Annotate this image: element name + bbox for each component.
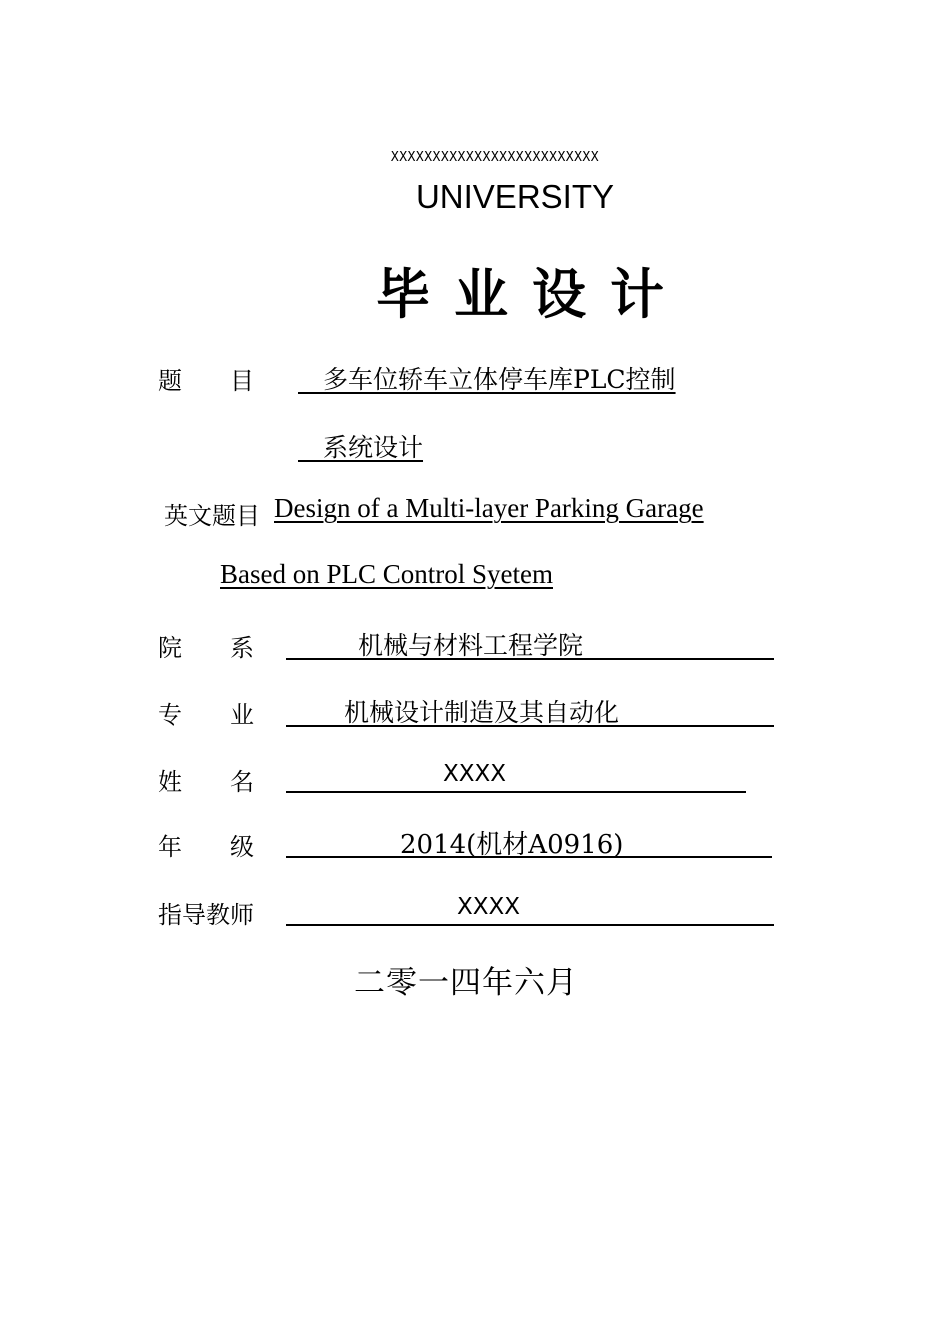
advisor-value: XXXX xyxy=(457,894,521,920)
grade-value: 2014(机材A0916) xyxy=(400,830,624,860)
advisor-field xyxy=(286,890,774,926)
university-english-name: UNIVERSITY xyxy=(415,178,615,215)
english-title-label: 英文题目 xyxy=(164,502,260,530)
document-title: 毕业设计 xyxy=(376,263,688,326)
major-field xyxy=(286,691,774,727)
grade-field xyxy=(286,822,772,858)
department-label: 院 系 xyxy=(158,634,254,662)
name-field xyxy=(286,757,746,793)
title-line-2: 系统设计 xyxy=(298,433,424,462)
university-name: XXXXXXXXXXXXXXXXXXXXXXXXX xyxy=(390,150,600,165)
department-value: 机械与材料工程学院 xyxy=(358,631,584,660)
grade-label: 年 级 xyxy=(158,833,254,861)
title-line-1: 多车位轿车立体停车库PLC控制 xyxy=(298,365,676,394)
name-value: XXXX xyxy=(443,761,507,787)
department-field xyxy=(286,624,774,660)
english-title-line-2: Based on PLC Control Syetem xyxy=(220,559,553,589)
english-title-line-1: Design of a Multi-layer Parking Garage xyxy=(274,493,704,523)
major-value: 机械设计制造及其自动化 xyxy=(344,698,620,727)
name-label: 姓 名 xyxy=(158,768,254,796)
completion-date: 二零一四年六月 xyxy=(354,965,578,1001)
advisor-label: 指导教师 xyxy=(158,901,254,929)
major-label: 专 业 xyxy=(158,701,254,729)
title-label: 题 目 xyxy=(158,367,254,395)
